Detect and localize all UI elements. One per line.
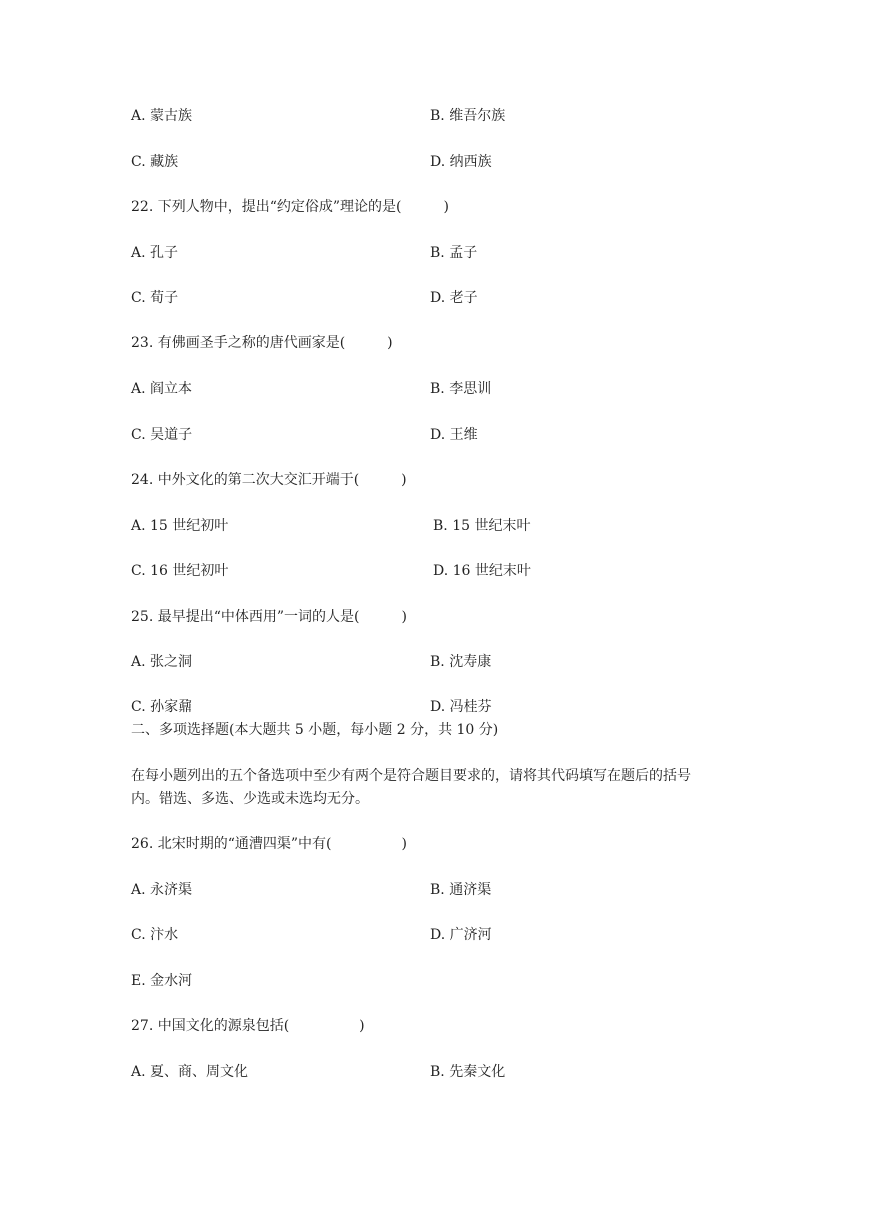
q22-option-d: D. 老子 — [430, 290, 478, 306]
q23-option-c: C. 吴道子 — [131, 427, 193, 443]
q24-option-c: C. 16 世纪初叶 — [131, 563, 229, 579]
q24-option-b: B. 15 世纪末叶 — [433, 518, 531, 534]
q26-option-e: E. 金水河 — [131, 973, 193, 989]
q26-stem: 26. 北宋时期的“通漕四渠”中有( ) — [131, 836, 407, 852]
q25-option-d: D. 冯桂芬 — [430, 699, 492, 715]
q24-option-d: D. 16 世纪末叶 — [433, 563, 531, 579]
q27-option-a: A. 夏、商、周文化 — [131, 1064, 249, 1080]
q25-option-c: C. 孙家鼐 — [131, 699, 193, 715]
q23-stem: 23. 有佛画圣手之称的唐代画家是( ) — [131, 335, 393, 351]
q27-option-b: B. 先秦文化 — [430, 1064, 506, 1080]
q21-option-a: A. 蒙古族 — [131, 108, 193, 124]
q26-option-c: C. 汴水 — [131, 927, 179, 943]
q23-option-d: D. 王维 — [430, 427, 478, 443]
section-instruction-line1: 在每小题列出的五个备选项中至少有两个是符合题目要求的，请将其代码填写在题后的括号 — [131, 768, 691, 784]
q27-stem: 27. 中国文化的源泉包括( ) — [131, 1018, 365, 1034]
q21-option-d: D. 纳西族 — [430, 154, 492, 170]
q23-option-b: B. 李思训 — [430, 381, 492, 397]
section-heading: 二、多项选择题(本大题共 5 小题，每小题 2 分，共 10 分) — [131, 722, 499, 738]
q22-stem: 22. 下列人物中，提出“约定俗成”理论的是( ) — [131, 199, 449, 215]
q26-option-a: A. 永济渠 — [131, 882, 193, 898]
q24-option-a: A. 15 世纪初叶 — [131, 518, 229, 534]
q22-option-a: A. 孔子 — [131, 245, 179, 261]
q22-option-b: B. 孟子 — [430, 245, 478, 261]
q22-option-c: C. 荀子 — [131, 290, 179, 306]
q26-option-b: B. 通济渠 — [430, 882, 492, 898]
q21-option-b: B. 维吾尔族 — [430, 108, 506, 124]
q23-option-a: A. 阎立本 — [131, 381, 193, 397]
q25-option-b: B. 沈寿康 — [430, 654, 492, 670]
section-instruction-line2: 内。错选、多选、少选或未选均无分。 — [131, 791, 369, 807]
q21-option-c: C. 藏族 — [131, 154, 179, 170]
q25-option-a: A. 张之洞 — [131, 654, 193, 670]
q26-option-d: D. 广济河 — [430, 927, 492, 943]
q24-stem: 24. 中外文化的第二次大交汇开端于( ) — [131, 472, 407, 488]
q25-stem: 25. 最早提出“中体西用”一词的人是( ) — [131, 609, 407, 625]
